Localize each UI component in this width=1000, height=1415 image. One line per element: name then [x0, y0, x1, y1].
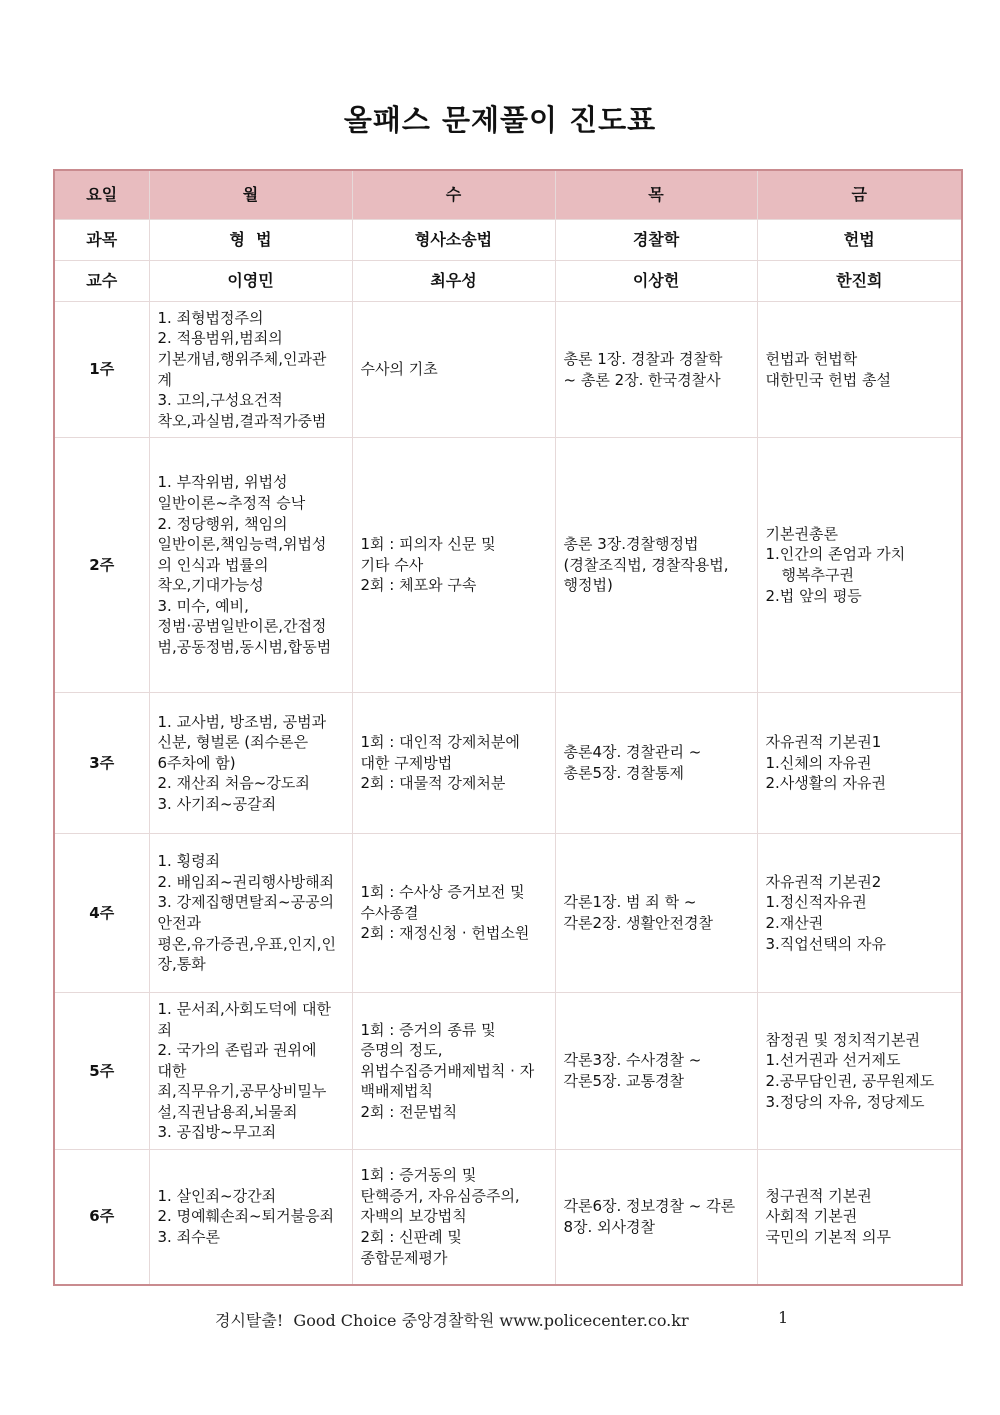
cell-line: 6주차에 함) [157, 753, 236, 772]
cell-line: 2회 : 신판례 및 [360, 1228, 462, 1247]
cell-line: 3. 공집방~무고죄 [157, 1123, 277, 1142]
cell-line: 헌법과 헌법학 [765, 349, 858, 368]
cell-line: 신분, 형벌론 (죄수론은 [157, 733, 309, 752]
cell-line: 1회 : 수사상 증거보전 및 [360, 883, 525, 902]
schedule-cell [757, 834, 962, 993]
cell-line: 기본권총론 [765, 524, 838, 543]
cell-line: 죄,직무유기,공무상비밀누 [157, 1082, 327, 1101]
cell-line: 1.인간의 존엄과 가치 [765, 545, 906, 564]
subject-cell: 경찰학 [555, 220, 757, 261]
cell-line: 총론 3장.경찰행정법 [563, 535, 699, 554]
cell-line: 정범·공범일반이론,간접정 [157, 617, 327, 636]
cell-line: 3. 사기죄~공갈죄 [157, 794, 277, 813]
cell-line: 1.신체의 자유권 [765, 753, 872, 772]
cell-line: 청구권적 기본권 [765, 1186, 872, 1205]
cell-line: 의 인식과 법률의 [157, 555, 269, 574]
schedule-cell [149, 693, 352, 834]
cell-line: 2회 : 재정신청 · 헌법소원 [360, 924, 530, 943]
cell-line: (경찰조직법, 경찰작용법, [563, 555, 729, 574]
schedule-cell [757, 693, 962, 834]
cell-line: 2회 : 체포와 구속 [360, 576, 477, 595]
schedule-cell [149, 834, 352, 993]
cell-line: 2.공무담인권, 공무원제도 [765, 1072, 935, 1090]
cell-line: 1.선거권과 선거제도 [765, 1051, 901, 1070]
schedule-cell [757, 1150, 962, 1285]
cell-line: 범,공동정범,동시범,합동범 [157, 638, 332, 657]
cell-line: 평온,유가증권,우표,인지,인 [157, 934, 336, 953]
subject-row [54, 220, 962, 261]
cell-line: 계 [157, 370, 172, 389]
schedule-table [53, 169, 963, 1286]
cell-line: 수사의 기초 [360, 360, 438, 379]
cell-line: 1회 : 대인적 강제처분에 [360, 733, 520, 752]
cell-line: 2. 명예훼손죄~퇴거불응죄 [157, 1207, 335, 1226]
day-label-cell: 요일 [54, 170, 149, 220]
cell-line: 3.정당의 자유, 정당제도 [765, 1092, 925, 1111]
cell-line: 일반이론,책임능력,위법성 [157, 535, 327, 554]
cell-line: 대한민국 헌법 총설 [765, 370, 891, 389]
cell-line: 3. 고의,구성요건적 [157, 391, 283, 410]
week-row [54, 993, 962, 1150]
cell-line: 참정권 및 정치적기본권 [765, 1030, 920, 1049]
cell-line: 행정법) [563, 576, 613, 595]
schedule-cell [555, 693, 757, 834]
schedule-cell [555, 834, 757, 993]
professor-cell: 이상헌 [555, 261, 757, 302]
cell-line: 2회 : 대물적 강제처분 [360, 774, 506, 793]
schedule-cell [352, 993, 555, 1150]
cell-line: 기타 수사 [360, 555, 424, 574]
week-row [54, 693, 962, 834]
week-row [54, 438, 962, 693]
day-header-row [54, 170, 962, 220]
cell-line: 3. 미수, 예비, [157, 596, 249, 615]
schedule-cell [149, 438, 352, 693]
cell-line: 자백의 보강법칙 [360, 1207, 467, 1226]
cell-line: 8장. 외사경찰 [563, 1217, 656, 1236]
cell-line: 1.정신적자유권 [765, 893, 867, 912]
day-cell-wed: 수 [352, 170, 555, 220]
cell-line: 1회 : 피의자 신문 및 [360, 535, 496, 554]
cell-line: 사회적 기본권 [765, 1207, 858, 1226]
cell-line: 종합문제평가 [360, 1248, 448, 1267]
cell-line: 총론5장. 경찰통제 [563, 764, 685, 782]
week-row [54, 302, 962, 438]
schedule-cell [757, 438, 962, 693]
cell-line: 1회 : 증거동의 및 [360, 1166, 477, 1185]
professor-cell: 이영민 [149, 261, 352, 302]
cell-line: 1. 살인죄~강간죄 [157, 1186, 277, 1205]
subject-cell: 형사소송법 [352, 220, 555, 261]
week-label-cell: 3주 [54, 693, 149, 834]
schedule-cell [352, 438, 555, 693]
cell-line: 대한 [157, 1061, 187, 1080]
cell-line: 1. 문서죄,사회도덕에 대한 [157, 999, 332, 1018]
cell-line: 1. 부작위범, 위법성 [157, 473, 288, 492]
week-label-cell: 1주 [54, 302, 149, 438]
schedule-cell [555, 993, 757, 1150]
cell-line: 설,직권남용죄,뇌물죄 [157, 1102, 298, 1121]
schedule-cell [149, 993, 352, 1150]
professor-row [54, 261, 962, 302]
schedule-cell [555, 302, 757, 438]
cell-line: 총론 1장. 경찰과 경찰학 [563, 349, 723, 368]
cell-line: 기본개념,행위주체,인과관 [157, 349, 327, 368]
week-label-cell: 5주 [54, 993, 149, 1150]
cell-line: 총론4장. 경찰관리 ~ [563, 743, 702, 762]
schedule-cell [555, 438, 757, 693]
cell-line: 1. 죄형법정주의 [157, 308, 264, 327]
cell-line: 착오,과실범,결과적가중범 [157, 411, 327, 430]
cell-line: 3. 죄수론 [157, 1228, 221, 1247]
professor-label-cell: 교수 [54, 261, 149, 302]
week-label-cell: 4주 [54, 834, 149, 993]
cell-line: 2.법 앞의 평등 [765, 586, 862, 605]
cell-line: 대한 구제방법 [360, 753, 453, 772]
page-title: 올패스 문제풀이 진도표 [343, 103, 657, 137]
cell-line: 3.직업선택의 자유 [765, 934, 887, 953]
schedule-cell [757, 993, 962, 1150]
cell-line: 행복추구권 [781, 566, 854, 584]
cell-line: 자유권적 기본권2 [765, 872, 882, 891]
cell-line: 착오,기대가능성 [157, 576, 264, 595]
week-row [54, 1150, 962, 1285]
cell-line: 3. 강제집행면탈죄~공공의 [157, 893, 335, 912]
cell-line: 수사종결 [360, 903, 419, 922]
day-cell-mon: 월 [149, 170, 352, 220]
cell-line: 1회 : 증거의 종류 및 [360, 1020, 496, 1039]
cell-line: 2회 : 전문법칙 [360, 1102, 458, 1121]
cell-line: 죄 [157, 1020, 172, 1039]
cell-line: 탄핵증거, 자유심증주의, [360, 1186, 520, 1205]
cell-line: 2. 국가의 존립과 권위에 [157, 1041, 317, 1060]
cell-line: 자유권적 기본권1 [765, 733, 882, 752]
cell-line: 일반이론~추정적 승낙 [157, 493, 306, 512]
cell-line: ~ 총론 2장. 한국경찰사 [563, 370, 721, 389]
cell-line: 2.재산권 [765, 914, 824, 932]
footer-text: 경시탈출! Good Choice 중앙경찰학원 www.policecenter.co.kr [215, 1311, 689, 1330]
cell-line: 2. 적용범위,범죄의 [157, 329, 283, 348]
page-number: 1 [778, 1308, 789, 1327]
week-row [54, 834, 962, 993]
cell-line: 각론2장. 생활안전경찰 [563, 914, 713, 932]
cell-line: 각론3장. 수사경찰 ~ [563, 1051, 702, 1070]
cell-line: 국민의 기본적 의무 [765, 1228, 891, 1247]
cell-line: 2. 배임죄~권리행사방해죄 [157, 872, 335, 891]
cell-line: 2. 재산죄 처음~강도죄 [157, 774, 310, 793]
schedule-cell [352, 302, 555, 438]
schedule-cell [757, 302, 962, 438]
schedule-cell [149, 302, 352, 438]
professor-cell: 한진희 [757, 261, 962, 302]
schedule-cell [555, 1150, 757, 1285]
week-label-cell: 2주 [54, 438, 149, 693]
day-cell-thu: 목 [555, 170, 757, 220]
cell-line: 백배제법칙 [360, 1082, 433, 1101]
week-label-cell: 6주 [54, 1150, 149, 1285]
schedule-cell [149, 1150, 352, 1285]
professor-cell: 최우성 [352, 261, 555, 302]
cell-line: 증명의 정도, [360, 1041, 443, 1060]
cell-line: 1. 횡령죄 [157, 852, 221, 871]
day-cell-fri: 금 [757, 170, 962, 220]
cell-line: 각론1장. 범 죄 학 ~ [563, 893, 697, 912]
schedule-cell [352, 834, 555, 993]
cell-line: 각론5장. 교통경찰 [563, 1072, 685, 1090]
schedule-cell [352, 1150, 555, 1285]
cell-line: 2. 정당행위, 책임의 [157, 514, 288, 533]
cell-line: 1. 교사범, 방조범, 공범과 [157, 712, 327, 731]
cell-line: 위법수집증거배제법칙 · 자 [360, 1061, 535, 1080]
schedule-cell [352, 693, 555, 834]
subject-cell: 형 법 [149, 220, 352, 261]
subject-label-cell: 과목 [54, 220, 149, 261]
cell-line: 장,통화 [157, 955, 206, 974]
cell-line: 2.사생활의 자유권 [765, 774, 887, 793]
subject-cell: 헌법 [757, 220, 962, 261]
cell-line: 안전과 [157, 914, 201, 932]
cell-line: 각론6장. 정보경찰 ~ 각론 [563, 1197, 736, 1216]
